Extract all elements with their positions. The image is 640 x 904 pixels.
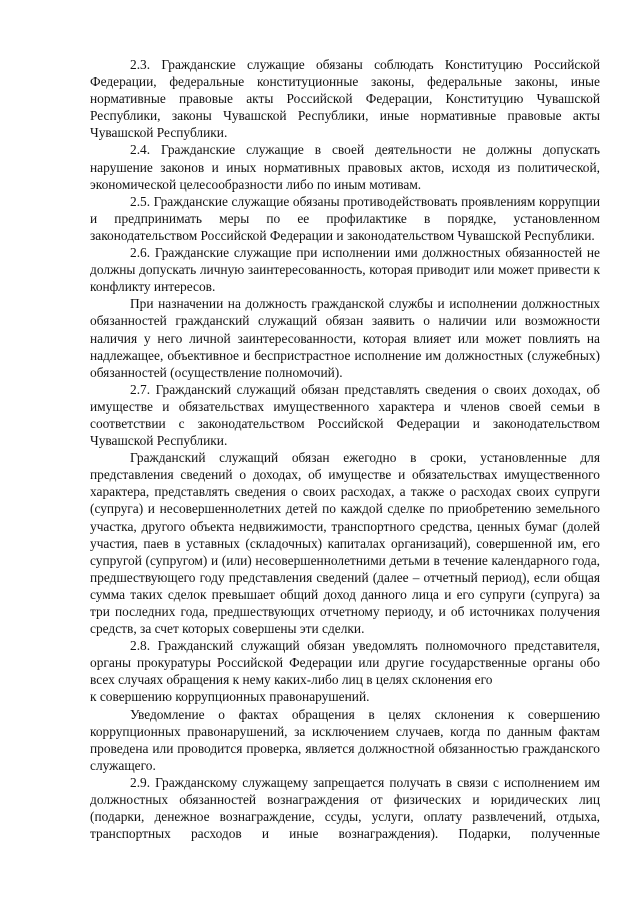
- paragraph-2-3: 2.3. Гражданские служащие обязаны соблюдать Конституцию Российской Федерации, федеральные конституционные законы, федеральные законы, иные нормативные правовые акты Российской Федерации, Конституцию Чувашской Республики, законы Чувашской Республики, иные нормативные правовые акты Чувашской Республики.: [90, 57, 600, 141]
- paragraph-2-8: 2.8. Гражданский служащий обязан уведомлять полномочного представителя, органы прокуратуры Российской Федерации или другие государственные органы обо всех случаях обращения к нему каких-либо лиц в целях склонения его к совершению коррупционных правонарушений.: [90, 638, 600, 705]
- paragraph-2-7: 2.7. Гражданский служащий обязан представлять сведения о своих доходах, об имуществе и обязательствах имущественного характера и членов своей семьи в соответствии с законодательством Российской Федерации и законодательством Чувашской Республики.: [90, 381, 600, 449]
- paragraph-2-8-notification: Уведомление о фактах обращения в целях склонения к совершению коррупционных правонарушений, за исключением случаев, когда по данным фактам проведена или проводится проверка, является должностной обязанностью гражданского служащего.: [90, 706, 600, 773]
- paragraph-2-5: 2.5. Гражданские служащие обязаны противодействовать проявлениям коррупции и предпринимать меры по ее профилактике в порядке, установленном законодательством Российской Федерации и законодательством Чувашской Республики.: [90, 193, 600, 243]
- paragraph-2-6: 2.6. Гражданские служащие при исполнении ими должностных обязанностей не должны допускать личную заинтересованность, которая приводит или может привести к конфликту интересов.: [90, 245, 600, 295]
- paragraph-2-7-expenses: Гражданский служащий обязан ежегодно в сроки, установленные для представления сведений о доходах, об имуществе и обязательствах имущественного характера, представлять сведения о своих расходах, а также о расходах своих супруги (супруга) и несовершеннолетних детей по каждой сделке по приобретению земельного участка, другого объекта недвижимости, транспортного средства, ценных бумаг (долей участия, паев в уставных (складочных) капиталах организаций), совершенной им, его супругой (супругом) и (или) несовершеннолетними детьми в течение календарного года, предшествующего году представления сведений (далее – отчетный период), если общая сумма таких сделок превышает общий доход данного лица и его супруги (супруга) за три последних года, предшествующих отчетному периоду, и об источниках получения средств, за счет которых совершены эти сделки.: [90, 450, 600, 637]
- paragraph-2-6-appointment: При назначении на должность гражданской службы и исполнении должностных обязанностей гражданский служащий обязан заявить о наличии или возможности наличия у него личной заинтересованности, которая влияет или может повлиять на надлежащее, объективное и беспристрастное исполнение им должностных (служебных) обязанностей (осуществление полномочий).: [90, 296, 600, 380]
- paragraph-2-4: 2.4. Гражданские служащие в своей деятельности не должны допускать нарушение законов и иных нормативных правовых актов, исходя из политической, экономической целесообразности либо по иным мотивам.: [90, 142, 600, 192]
- paragraph-2-9: 2.9. Гражданскому служащему запрещается получать в связи с исполнением им должностных обязанностей вознаграждения от физических и юридических лиц (подарки, денежное вознаграждение, ссуды, услуги, оплату развлечений, отдыха, транспортных расходов и иные вознаграждения). Подарки, полученные: [90, 774, 600, 842]
